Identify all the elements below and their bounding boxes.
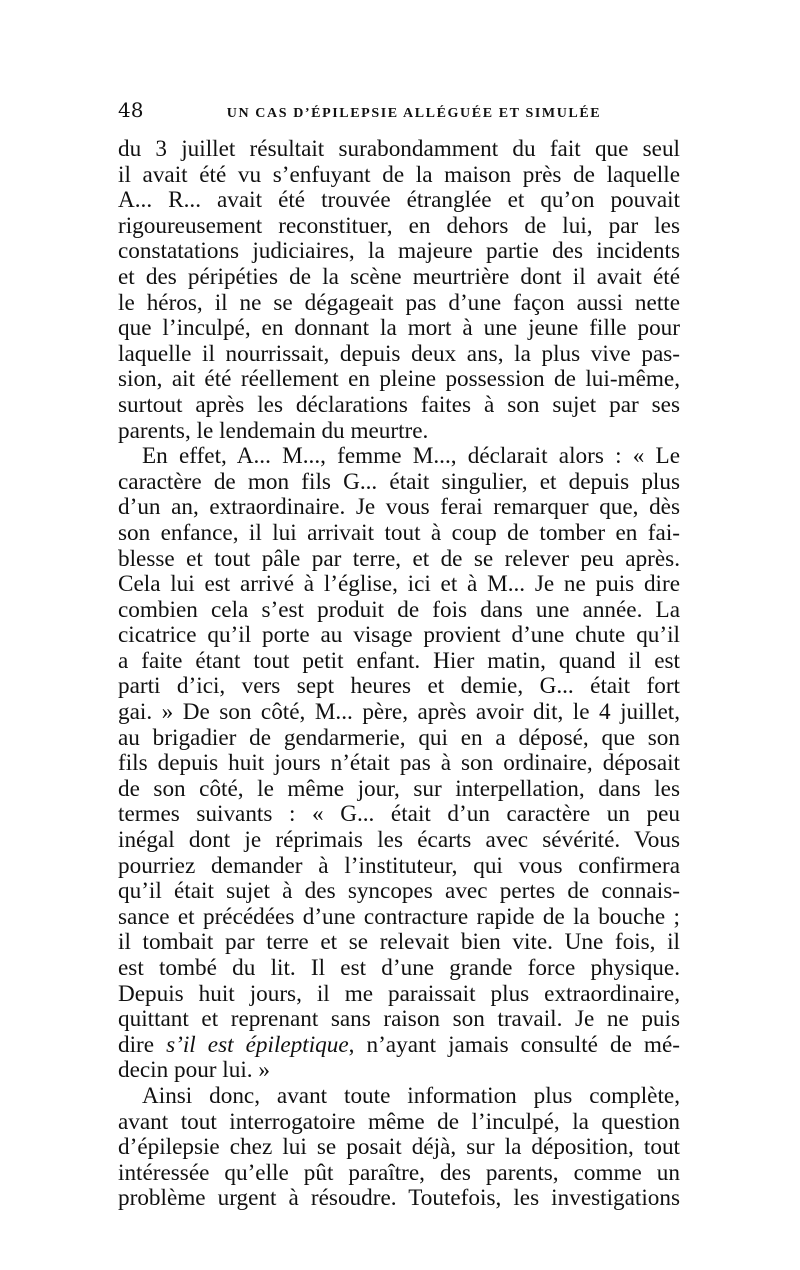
- text-segment: dire: [118, 1032, 167, 1058]
- text-line: de son côté, le même jour, sur interpellation, dans les: [118, 776, 680, 802]
- text-line: que l’inculpé, en donnant la mort à une jeune fille pour: [118, 316, 680, 342]
- text-line: qu’il était sujet à des syncopes avec pertes de connais-: [118, 879, 680, 905]
- text-line: son enfance, il lui arrivait tout à coup de tomber en fai-: [118, 520, 680, 546]
- running-head: UN CAS D’ÉPILEPSIE ALLÉGUÉE ET SIMULÉE: [226, 106, 602, 121]
- text-line: termes suivants : « G... était d’un caractère un peu: [118, 802, 680, 828]
- text-line: combien cela s’est produit de fois dans une année. La: [118, 597, 680, 623]
- body-text: [118, 137, 680, 1212]
- text-line: gai. » De son côté, M... père, après avoir dit, le 4 juillet,: [118, 700, 680, 726]
- text-line: laquelle il nourrissait, depuis deux ans, la plus vive pas-: [118, 341, 680, 367]
- text-line: Cela lui est arrivé à l’église, ici et à M... Je ne puis dire: [118, 572, 680, 598]
- text-line: Ainsi donc, avant toute information plus complète,: [142, 1083, 680, 1109]
- text-line: d’un an, extraordinaire. Je vous ferai remarquer que, dès: [118, 495, 680, 521]
- text-line: le héros, il ne se dégageait pas d’une façon aussi nette: [118, 290, 680, 316]
- text-line: au brigadier de gendarmerie, qui en a déposé, que son: [118, 725, 680, 751]
- text-line: constatations judiciaires, la majeure partie des incidents: [118, 239, 680, 265]
- text-line: En effet, A... M..., femme M..., déclarait alors : « Le: [142, 444, 680, 470]
- text-line: et des péripéties de la scène meurtrière dont il avait été: [118, 264, 680, 290]
- text-line: sance et précédées d’une contracture rapide de la bouche ;: [118, 904, 680, 930]
- text-line: [118, 1033, 680, 1059]
- text-line: du 3 juillet résultait surabondamment du fait que seul: [118, 137, 680, 162]
- italic-phrase: s’il est épileptique: [166, 1032, 349, 1058]
- text-line: intéressée qu’elle pût paraître, des parents, comme un: [118, 1160, 680, 1186]
- text-line: il tombait par terre et se relevait bien vite. Une fois, il: [118, 930, 680, 956]
- text-line: problème urgent à résoudre. Toutefois, les investigations: [118, 1186, 680, 1212]
- text-line: il avait été vu s’enfuyant de la maison près de laquelle: [118, 162, 680, 188]
- text-line: rigoureusement reconstituer, en dehors de lui, par les: [118, 213, 680, 239]
- text-line: fils depuis huit jours n’était pas à son ordinaire, déposait: [118, 751, 680, 777]
- text-line: pourriez demander à l’instituteur, qui vous confirmera: [118, 853, 680, 879]
- text-line: parti d’ici, vers sept heures et demie, G... était fort: [118, 674, 680, 700]
- page-header: [118, 98, 680, 128]
- text-line: est tombé du lit. Il est d’une grande force physique.: [118, 956, 680, 981]
- text-line: sion, ait été réellement en pleine possession de lui-même,: [118, 367, 680, 393]
- text-line: quittant et reprenant sans raison son travail. Je ne puis: [118, 1007, 680, 1033]
- text-line: blesse et tout pâle par terre, et de se relever peu après.: [118, 546, 680, 572]
- text-line: surtout après les déclarations faites à son sujet par ses: [118, 392, 680, 418]
- text-line: parents, le lendemain du meurtre.: [118, 418, 429, 444]
- text-line: Depuis huit jours, il me paraissait plus extraordinaire,: [118, 981, 680, 1007]
- text-line: A... R... avait été trouvée étranglée et qu’on pouvait: [118, 188, 680, 214]
- text-segment: , n’ayant jamais consulté de mé-: [348, 1032, 680, 1058]
- page-number: 48: [118, 98, 144, 122]
- text-line: avant tout interrogatoire même de l’inculpé, la question: [118, 1109, 680, 1135]
- text-line: caractère de mon fils G... était singulier, et depuis plus: [118, 469, 680, 495]
- text-line: cicatrice qu’il porte au visage provient d’une chute qu’il: [118, 623, 680, 649]
- text-line: a faite étant tout petit enfant. Hier matin, quand il est: [118, 648, 680, 674]
- text-line: inégal dont je réprimais les écarts avec sévérité. Vous: [118, 828, 680, 854]
- text-line: d’épilepsie chez lui se posait déjà, sur la déposition, tout: [118, 1135, 680, 1161]
- text-line: decin pour lui. »: [118, 1058, 270, 1084]
